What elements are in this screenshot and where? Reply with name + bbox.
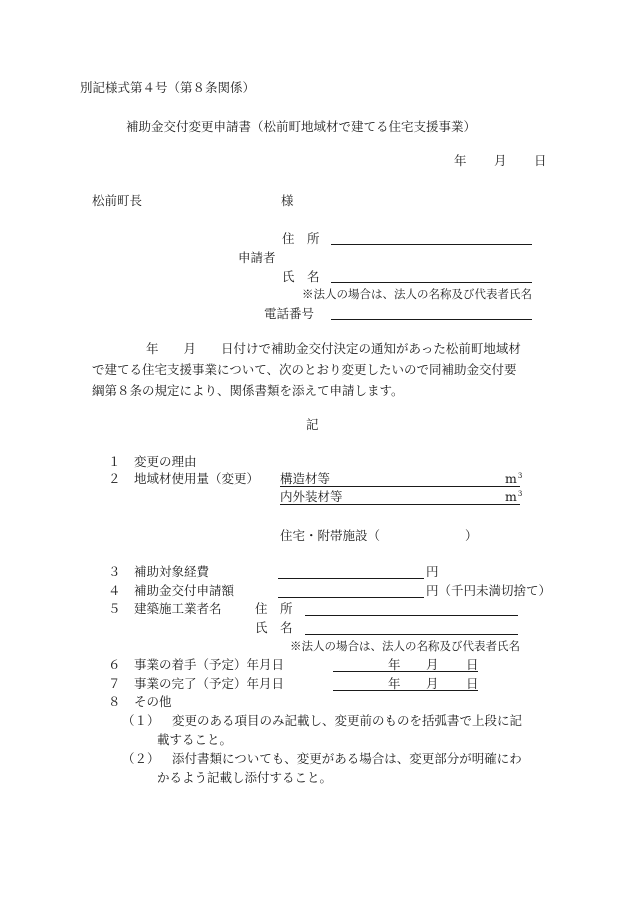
grant-amount-field[interactable] (278, 597, 424, 598)
interior-field[interactable] (280, 504, 520, 505)
note-1-number: （１） (122, 713, 160, 728)
unit-m: m (505, 471, 517, 486)
item-6-number: ６ (108, 657, 121, 672)
end-day: 日 (466, 676, 479, 691)
item-8-number: ８ (108, 694, 121, 709)
item-1-label: 変更の理由 (134, 454, 197, 469)
item-8-label: その他 (134, 694, 172, 709)
structural-label: 構造材等 (280, 471, 331, 486)
start-date-field[interactable] (333, 671, 478, 672)
note-2-text-cont: かるよう記載し添付すること。 (157, 770, 333, 785)
end-year: 年 (388, 676, 401, 691)
form-number: 別記様式第４号（第８条関係） (80, 80, 256, 95)
document-title: 補助金交付変更申請書（松前町地域材で建てる住宅支援事業） (126, 119, 477, 134)
date-day: 日 (534, 153, 547, 168)
contractor-address-label: 住 所 (255, 601, 293, 616)
item-3-number: ３ (108, 564, 121, 579)
note-1-text-cont: 載すること。 (157, 732, 233, 747)
structural-unit (505, 473, 522, 486)
contractor-corp-note: ※法人の場合は、法人の名称及び代表者氏名 (290, 639, 520, 653)
unit-superscript: 3 (517, 472, 523, 480)
date-month: 月 (494, 153, 507, 168)
start-year: 年 (388, 657, 401, 672)
item-2-label: 地域材使用量（変更） (134, 471, 260, 486)
grant-amount-unit: 円（千円未満切捨て） (426, 583, 552, 598)
item-6-label: 事業の着手（予定）年月日 (134, 657, 285, 672)
ki-heading: 記 (306, 417, 319, 432)
eligible-cost-field[interactable] (278, 578, 424, 579)
interior-label: 内外装材等 (280, 489, 343, 504)
applicant-label: 申請者 (238, 250, 276, 265)
item-5-number: ５ (108, 601, 121, 616)
unit-m: m (505, 489, 517, 504)
applicant-phone-label: 電話番号 (264, 306, 315, 321)
interior-unit (505, 491, 522, 504)
addressee-name: 松前町長 (92, 193, 143, 208)
applicant-address-field[interactable] (331, 244, 532, 245)
structural-field[interactable] (280, 486, 520, 487)
note-2-text: 添付書類についても、変更がある場合は、変更部分が明確にわ (172, 751, 522, 766)
item-2-number: ２ (108, 471, 121, 486)
start-day: 日 (466, 657, 479, 672)
item-1-number: １ (108, 454, 121, 469)
applicant-name-field[interactable] (331, 282, 532, 283)
end-month: 月 (426, 676, 439, 691)
item-3-label: 補助対象経費 (134, 564, 210, 579)
body-line-1: 年 月 日付けで補助金交付決定の通知があった松前町地域材 (146, 341, 521, 356)
contractor-address-field[interactable] (305, 615, 518, 616)
item-7-number: ７ (108, 676, 121, 691)
facility-close: ） (465, 528, 478, 543)
applicant-corp-note: ※法人の場合は、法人の名称及び代表者氏名 (302, 287, 532, 301)
start-month: 月 (426, 657, 439, 672)
item-4-label: 補助金交付申請額 (134, 583, 235, 598)
applicant-name-label: 氏 名 (282, 269, 320, 284)
eligible-cost-unit: 円 (426, 564, 439, 579)
note-2-number: （２） (122, 751, 160, 766)
date-year: 年 (454, 153, 467, 168)
contractor-name-label: 氏 名 (255, 620, 293, 635)
applicant-phone-field[interactable] (331, 319, 532, 320)
item-5-label: 建築施工業者名 (134, 601, 222, 616)
item-7-label: 事業の完了（予定）年月日 (134, 676, 285, 691)
body-line-3: 綱第８条の規定により、関係書類を添えて申請します。 (92, 383, 404, 398)
facility-label: 住宅・附帯施設（ (280, 528, 381, 543)
unit-superscript: 3 (517, 490, 523, 498)
end-date-field[interactable] (333, 690, 478, 691)
applicant-address-label: 住 所 (282, 231, 320, 246)
addressee-honorific: 様 (281, 193, 294, 208)
note-1-text: 変更のある項目のみ記載し、変更前のものを括弧書で上段に記 (172, 713, 523, 728)
item-4-number: ４ (108, 583, 121, 598)
contractor-name-field[interactable] (305, 634, 518, 635)
body-line-2: で建てる住宅支援事業について、次のとおり変更したいので同補助金交付要 (92, 362, 517, 377)
